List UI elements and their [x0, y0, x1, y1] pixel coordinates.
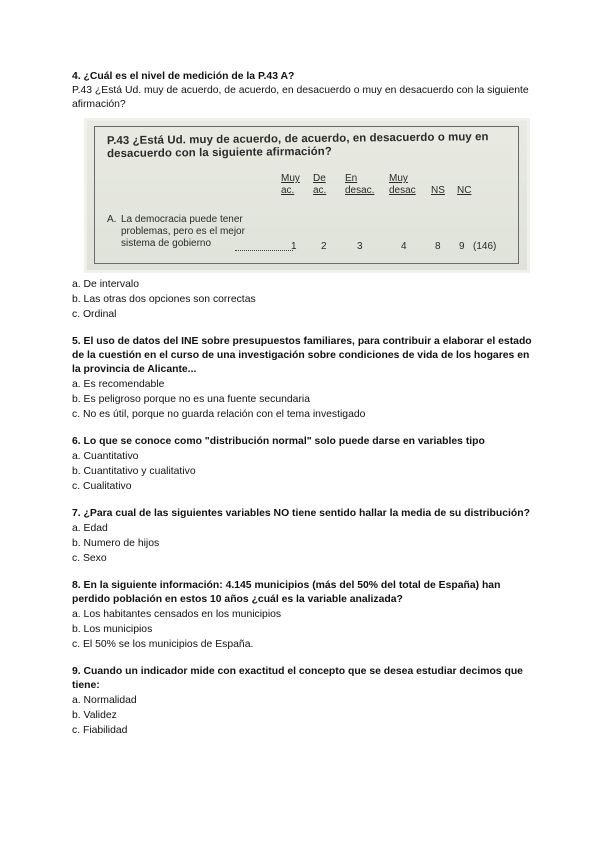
option-c[interactable]: c. Ordinal: [72, 309, 117, 320]
scan-title: P.43 ¿Está Ud. muy de acuerdo, de acuerdo, en desacuerdo o muy en desacuerdo con la siguiente afirmación?: [106, 131, 489, 161]
question-title: 5. El uso de datos del INE sobre presupuestos familiares, para contribuir a elaborar el estado de la cuestión en el curso de una investigación sobre condiciones de vida de los hogares en la provincia de Alicante...: [72, 336, 532, 375]
option-a[interactable]: a. Cuantitativo: [72, 451, 139, 462]
option-b[interactable]: b. Es peligroso porque no es una fuente secundaria: [72, 394, 310, 405]
question-8: [72, 579, 532, 652]
option-c[interactable]: c. Cualitativo: [72, 481, 132, 492]
option-a[interactable]: a. Normalidad: [72, 695, 137, 706]
item-text: La democracia puede tener problemas, pero es el mejor sistema de gobierno: [121, 214, 245, 249]
option-a[interactable]: a. Es recomendable: [72, 379, 165, 390]
header-nc: NC: [457, 185, 472, 196]
option-c[interactable]: c. Fiabilidad: [72, 725, 128, 736]
question-5: [72, 335, 532, 422]
question-7: [72, 507, 532, 566]
value-3: 3: [357, 241, 363, 252]
option-c[interactable]: c. Sexo: [72, 553, 107, 564]
item-letter: A.: [107, 214, 117, 225]
option-c[interactable]: c. El 50% se los municipios de España.: [72, 639, 254, 650]
question-title: 8. En la siguiente información: 4.145 municipios (más del 50% del total de España) han perdido población en estos 10 años ¿cuál es la variable analizada?: [72, 580, 501, 605]
question-title: 9. Cuando un indicador mide con exactitud el concepto que se desea estudiar decimos que tiene:: [72, 666, 523, 691]
header-muy-desac: Muy desac: [389, 173, 416, 196]
scan-frame: [94, 126, 519, 264]
option-b[interactable]: b. Los municipios: [72, 624, 153, 635]
question-title: 7. ¿Para cual de las siguientes variables NO tiene sentido hallar la media de su distribución?: [72, 508, 530, 519]
header-muy-ac: Muy ac.: [281, 173, 300, 196]
option-a[interactable]: a. De intervalo: [72, 279, 139, 290]
scanned-questionnaire-image: [84, 118, 530, 273]
question-6: [72, 435, 532, 494]
question-title: 6. Lo que se conoce como "distribución normal" solo puede darse en variables tipo: [72, 436, 485, 447]
dotted-leader: [235, 241, 293, 251]
option-b[interactable]: b. Las otras dos opciones son correctas: [72, 294, 256, 305]
question-statement: P.43 ¿Está Ud. muy de acuerdo, de acuerdo, en desacuerdo o muy en desacuerdo con la siguiente afirmación?: [72, 85, 529, 110]
value-code: (146): [473, 241, 497, 252]
value-9: 9: [459, 241, 465, 252]
header-ns: NS: [431, 185, 445, 196]
exam-page: [72, 70, 532, 751]
value-2: 2: [321, 241, 327, 252]
header-de-ac: De ac.: [313, 173, 327, 196]
value-1: 1: [291, 241, 297, 252]
value-4: 4: [401, 241, 407, 252]
option-a[interactable]: a. Edad: [72, 523, 108, 534]
question-4: [72, 70, 532, 322]
option-c[interactable]: c. No es útil, porque no guarda relación con el tema investigado: [72, 409, 366, 420]
value-8: 8: [435, 241, 441, 252]
header-en-desac: En desac.: [345, 173, 375, 196]
option-b[interactable]: b. Cuantitativo y cualitativo: [72, 466, 196, 477]
option-a[interactable]: a. Los habitantes censados en los municipios: [72, 609, 282, 620]
option-b[interactable]: b. Validez: [72, 710, 117, 721]
option-b[interactable]: b. Numero de hijos: [72, 538, 160, 549]
question-title: 4. ¿Cuál es el nivel de medición de la P.43 A?: [72, 71, 295, 82]
question-9: [72, 665, 532, 738]
